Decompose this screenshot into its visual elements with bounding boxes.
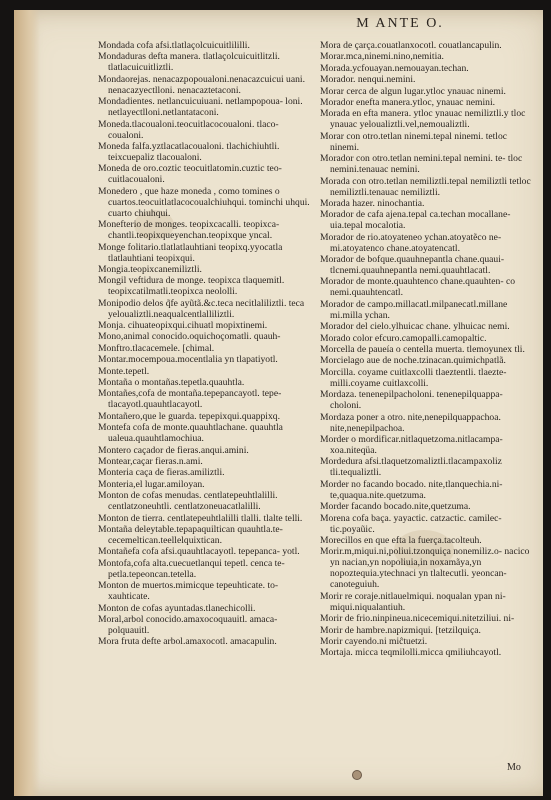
dictionary-entry: Morador de campo.millacatl.milpanecatl.millane mi.milla ychan. bbox=[320, 298, 508, 321]
dictionary-entry: Monteria,el lugar.amiloyan. bbox=[98, 478, 205, 490]
dictionary-entry: Mongil veftidura de monge. teopixca tlaquemitl. teopixcatilmatli.teopixca neololli. bbox=[98, 275, 285, 298]
dictionary-entry: Moneda falfa.yztlacatlacoualoni. tlachichiuhtli. teixcuepaliz tlacoualoni. bbox=[98, 140, 280, 163]
dictionary-entry: Mondadientes. netlancuicuiuani. netlampopoua- loni. netlayectlloni.netlantataconi. bbox=[98, 96, 303, 119]
dictionary-entry: Montero caçador de fieras.anqui.amini. bbox=[98, 444, 249, 456]
dictionary-entry: Morar cerca de algun lugar.ytloc ynauac ninemi. bbox=[320, 85, 506, 97]
dictionary-entry: Morada hazer. ninochantia. bbox=[320, 197, 425, 209]
dictionary-entry: Monftro.tlacacemele. [chimal. bbox=[98, 342, 215, 354]
dictionary-entry: Morir cayendo.ni miĉtuetzi. bbox=[320, 635, 428, 647]
dictionary-entry: Monge folitario.tlatlatlauhtiani teopixq.yyocatla tlatlauhtiani teopixqui. bbox=[98, 241, 283, 264]
dictionary-entry: Montañes,cofa de montaña.tepepancayotl. tepe- tlacayotl.quauhtlacayotl. bbox=[98, 388, 282, 411]
dictionary-entry: Morder no facando bocado. nite,tlanquechia.ni- te,quaqua.nite.quetzuma. bbox=[320, 478, 503, 501]
dictionary-entry: Morar con otro.tetlan ninemi.tepal ninemi. tetloc ninemi. bbox=[320, 130, 508, 153]
dictionary-entry: Monte.tepetl. bbox=[98, 365, 150, 377]
dictionary-entry: Morena cofa baça. yayactic. catzactic. camilec- tic.poyaũic. bbox=[320, 512, 502, 535]
dictionary-entry: Morar.mca,ninemi.nino,nemitia. bbox=[320, 51, 444, 63]
right-column bbox=[320, 40, 532, 659]
dictionary-entry: Mono,animal conocido.oquichoçomatli. quauh- bbox=[98, 331, 281, 343]
dictionary-entry: Moral,arbol conocido.amaxocoquauitl. amaca- polquauitl. bbox=[98, 613, 278, 636]
dictionary-entry: Moneda.tlacoualoni.teocuitlacocoualoni. tlaco- coualoni. bbox=[98, 118, 279, 141]
dictionary-entry: Monton de muertos.mimicque tepeuhticate. to- xauhticate. bbox=[98, 580, 279, 603]
book-page bbox=[14, 10, 543, 796]
dictionary-entry: Mondada cofa afsi.tlatlaçolcuicuitlililli. bbox=[98, 40, 250, 51]
dictionary-entry: Morada en efta manera. ytloc ynauac nemiliztli.y tloc ynauac yeloualiztli.vel,nemoualiztli. bbox=[320, 108, 526, 131]
dictionary-entry: Mora de çarça.couatlanxocotl. couatlancapulin. bbox=[320, 40, 502, 51]
dictionary-entry: Morador enefta manera.ytloc, ynauac nemini. bbox=[320, 96, 496, 108]
dictionary-entry: Montear,caçar fieras.n.ami. bbox=[98, 455, 203, 467]
dictionary-entry: Morador de bofque.quauhnepantla chane.quaui- tlcnemi.quauhnepantla nemi.quauhtlacatl. bbox=[320, 254, 505, 277]
dictionary-entry: Morir.m,miqui.ni,poliui.tzonquiça nonemiliz.o- nacico yn nacian,yn nopoliuia,in noxamãya,yn nopoztequia.ytechnaci yn tlaltecutli. yeoncan- canoteguiuh. bbox=[320, 546, 530, 591]
dictionary-entry: Morador de monte.quauhtenco chane.quauhten- co nemi.quauhtencatl. bbox=[320, 276, 515, 299]
dictionary-entry: Mordaza poner a otro. nite,nenepilquappachoa. nite,nenepilpachoa. bbox=[320, 411, 501, 434]
dictionary-entry: Morador. nenqui.nemini. bbox=[320, 74, 416, 86]
dictionary-entry: Montofa,cofa alta.cuecuetlanqui tepetl. cenca te- petla.tepeoncan.tetella. bbox=[98, 557, 285, 580]
dictionary-entry: Montañefa cofa afsi.quauhtlacayotl. tepepanca- yotl. bbox=[98, 546, 300, 558]
dictionary-entry: Monipodio delos q̃fe ayũtã.&c.teca necitlaliliztli. teca yeloualiztli.neaqualcentlalliliztli. bbox=[98, 297, 305, 320]
dictionary-entry: Morir de hambre.napizmiqui. [tetzilquiça. bbox=[320, 624, 481, 636]
dictionary-entry: Mongia.teopixcanemiliztli. bbox=[98, 263, 202, 275]
dictionary-entry: Morder facando bocado.nite,quetzuma. bbox=[320, 501, 471, 513]
dictionary-entry: Monedero , que haze moneda , como tomines o cuartos.teocuitlatlacocoualchiuhqui. tominchi uhqui. cuarto chiuhqui. bbox=[98, 185, 310, 219]
dictionary-entry: Morador del cielo.ylhuicac chane. ylhuicac nemi. bbox=[320, 321, 510, 333]
dictionary-entry: Morir de frio.ninpineua.nicecemiqui.nitetziliui. ni- bbox=[320, 613, 515, 625]
dictionary-entry: Morador de cafa ajena.tepal ca.techan mocallane- uia.tepal mocalotia. bbox=[320, 209, 511, 232]
catchword: Mo bbox=[507, 762, 521, 773]
dictionary-entry: Morado color efcuro.camopalli.camopaltic. bbox=[320, 332, 487, 344]
dictionary-entry: Morcielago aue de noche.tzinacan.quimichpatlã. bbox=[320, 355, 506, 367]
left-column bbox=[98, 40, 310, 648]
dictionary-entry: Montaña o montañas.tepetla.quauhtla. bbox=[98, 377, 245, 389]
dictionary-entry: Moneda de oro.coztic teocuitlatomin.cuztic teo- cuitlacoualoni. bbox=[98, 163, 282, 186]
dictionary-entry: Mora frutа defte arbol.amaxocotl. amacapulin. bbox=[98, 636, 277, 648]
dictionary-entry: Morador con otro.tetlan nemini.tepal nemini. te- tloc nemini.tenauac nemini. bbox=[320, 153, 523, 176]
dictionary-entry: Morder o mordificar.nitlaquetzoma.nitlacampa- xoa.niteqüa. bbox=[320, 433, 503, 456]
dictionary-entry: Morada con otro.tetlan nemiliztli.tepal nemiliztli tetloc nemiliztli.tenauac nemiliztli. bbox=[320, 175, 531, 198]
running-head: M ANTE O. bbox=[356, 16, 444, 31]
dictionary-entry: Montefa cofa de monte.quauhtlachane. quauhtla ualeua.quauhtlamochiua. bbox=[98, 422, 283, 445]
dictionary-entry: Monefterio de monges. teopixcacalli. teopixca- chantli.teopixqueyenchan.teopixque yncal. bbox=[98, 219, 280, 242]
dictionary-entry: Montaña deleytable.tepapaquiltican quauhtla.te- cecemeltican.teellelquixtican. bbox=[98, 523, 283, 546]
dictionary-entry: Morada.ycfouayan.nemouayan.techan. bbox=[320, 62, 469, 74]
dictionary-entry: Mondaduras defta manera. tlatlaçolcuicuitlitzli. tlatlacuicuitliztli. bbox=[98, 51, 280, 74]
dictionary-entry: Mortaja. micca teqmilolli.micca qmiliuhcayotl. bbox=[320, 647, 502, 659]
dictionary-entry: Montañero,que le guarda. tepepixqui.quappixq. bbox=[98, 410, 280, 422]
dictionary-entry: Monton de cofas menudas. centlatepeuhtlalilli. centlatzoneuhtli. centlatzoneuacatlalilli. bbox=[98, 490, 278, 513]
dictionary-entry: Mordedura afsi.tlaquetzomaliztli.tlacampaxoliz tli.tequaliztli. bbox=[320, 456, 502, 479]
dictionary-entry: Monteria caça de fieras.amiliztli. bbox=[98, 467, 225, 479]
dictionary-entry: Morador de rio.atoyateneo ychan.atoyatẽco ne- mi.atoyatenco chane.atoyatencatl. bbox=[320, 231, 502, 254]
dictionary-entry: Morir re coraje.nitlauelmiqui. noqualan ypan ni- miqui.niqualantiuh. bbox=[320, 590, 506, 613]
dictionary-entry: Monton de cofas ayuntadas.tlanechicolli. bbox=[98, 602, 256, 614]
dictionary-entry: Monja. cihuateopixqui.cihuatl mopixtinemi. bbox=[98, 320, 268, 332]
page-gutter bbox=[14, 10, 40, 796]
dictionary-entry: Mordaza. tenenepilpacholoni. tenenepilquappa- choloni. bbox=[320, 389, 503, 412]
dictionary-entry: Morecillos en que efta la fuerça.tacolteuh. bbox=[320, 534, 482, 546]
printer-ornament bbox=[352, 770, 362, 780]
dictionary-entry: Montar.mocempoua.mocentlalia yn tlapatiyotl. bbox=[98, 354, 278, 366]
dictionary-entry: Morcella de paueía o centella muerta. tlemoyunex tli. bbox=[320, 344, 525, 356]
dictionary-entry: Mondaorejas. nenacazpopoualoni.nenacazcuicui uani. nenacazyectlloni. nenacaztetaconi. bbox=[98, 73, 305, 96]
dictionary-entry: Morcilla. coyame cuitlaxcolli tlaeztentli. tlaezte- milli.coyame cuitlaxcolli. bbox=[320, 366, 507, 389]
dictionary-entry: Monton de tierra. centlatepeuhtlalilli tlalli. tlalte telli. bbox=[98, 512, 303, 524]
